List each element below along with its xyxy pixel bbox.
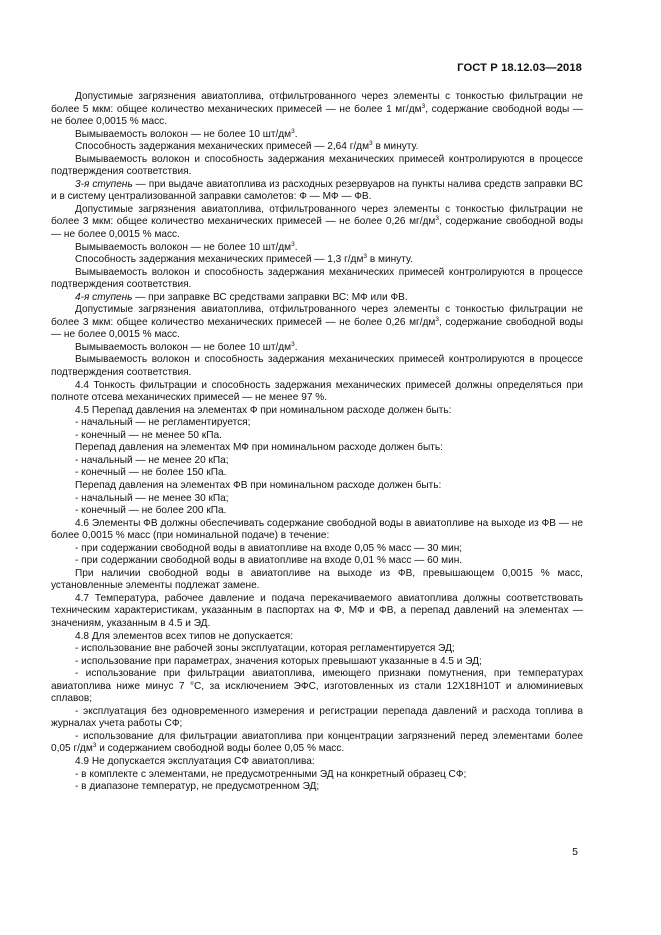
- paragraph: Вымываемость волокон — не более 10 $шт/дм^3$.: [75, 340, 298, 353]
- list-item: - начальный — не менее 20 кПа;: [75, 454, 229, 466]
- paragraph: 4.4 Тонкость фильтрации и способность задержания механических примесей должны определяться при полноте отсева механических примесей — не менее 97 %.: [51, 379, 583, 404]
- paragraph: 4.7 Температура, рабочее давление и подача перекачиваемого авиатоплива должны соответствовать техническим характеристикам, указанным в паспортах на Ф, МФ и ФВ, а перепад давлений на элементах — значениям, указанным в 4.5 и ЭД.: [51, 592, 583, 629]
- paragraph: 3-я ступень — при выдаче авиатоплива из расходных резервуаров на пункты налива средств заправки ВС и в систему централизованной заправки самолетов: Ф — МФ — ФВ.: [51, 178, 584, 203]
- paragraph: Допустимые загрязнения авиатоплива, отфильтрованного через элементы с тонкостью фильтрации не более 5 мкм: общее количество механических примесей — не более 1 $мг/дм^3$, содержание свободной воды — не более 0,0015 % масс.: [51, 91, 584, 128]
- list-item: - в диапазоне температур, не предусмотренном ЭД;: [75, 781, 320, 793]
- list-item: - конечный — не более 150 кПа.: [75, 467, 227, 479]
- paragraph: Перепад давления на элементах ФВ при номинальном расходе должен быть:: [75, 479, 442, 491]
- paragraph: Вымываемость волокон — не более 10 $шт/дм^3$.: [75, 127, 298, 140]
- list-item: - использование при фильтрации авиатоплива, имеющего признаки помутнения, при температурах авиатоплива ниже минус 7 °С, за исключением ЭФС, изготовленных из стали 12Х18Н10Т и алюминиевых сплавов;: [51, 668, 583, 705]
- paragraph: Допустимые загрязнения авиатоплива, отфильтрованного через элементы с тонкостью фильтрации не более 3 мкм: общее количество механических примесей — не более 0,26 $мг/дм^3$, содержание свободной воды — не более 0,0015 % масс.: [51, 203, 583, 241]
- list-item: - начальный — не менее 30 кПа;: [75, 492, 229, 504]
- paragraph: 4.9 Не допускается эксплуатация СФ авиатоплива:: [75, 755, 315, 767]
- paragraph: Способность задержания механических примесей — 2,64 $г/дм^3$ в минуту.: [75, 140, 419, 153]
- paragraph: 4-я ступень — при заправке ВС средствами заправки ВС: МФ или ФВ.: [75, 291, 408, 303]
- stage-label: 3-я ступень: [75, 178, 133, 190]
- list-item: - конечный — не более 200 кПа.: [75, 505, 227, 517]
- list-item: - использование при параметрах, значения которых превышают указанные в 4.5 и ЭД;: [75, 655, 482, 667]
- paragraph: Вымываемость волокон и способность задержания механических примесей контролируются в процессе подтверждения соответствия.: [51, 266, 583, 291]
- list-item: - начальный — не регламентируется;: [75, 417, 251, 429]
- paragraph: Вымываемость волокон — не более 10 $шт/дм^3$.: [75, 240, 298, 253]
- list-item: - в комплекте с элементами, не предусмотренными ЭД на конкретный образец СФ;: [75, 768, 467, 780]
- list-item: - конечный — не менее 50 кПа.: [75, 429, 222, 441]
- paragraph: Способность задержания механических примесей — 1,3 $г/дм^3$ в минуту.: [75, 253, 413, 266]
- list-item: - при содержании свободной воды в авиатопливе на входе 0,01 % масс — 60 мин.: [75, 555, 463, 567]
- document-code-header: ГОСТ Р 18.12.03—2018: [457, 62, 582, 74]
- paragraph: 4.8 Для элементов всех типов не допускается:: [75, 630, 294, 642]
- paragraph: 4.5 Перепад давления на элементах Ф при номинальном расходе должен быть:: [75, 404, 452, 416]
- list-item: - эксплуатация без одновременного измерения и регистрации перепада давлений и расхода топлива в журналах учета работы СФ;: [51, 705, 583, 730]
- list-item: - использование для фильтрации авиатоплива при концентрации загрязнений перед элементами более 0,05 $г/дм^3$ и содержанием свободной воды более 0,05 % масс.: [51, 730, 583, 755]
- paragraph: Перепад давления на элементах МФ при номинальном расходе должен быть:: [75, 442, 443, 454]
- document-body: [51, 91, 583, 794]
- page-number: 5: [572, 846, 578, 858]
- paragraph: Допустимые загрязнения авиатоплива, отфильтрованного через элементы с тонкостью фильтрации не более 3 мкм: общее количество механических примесей — не более 0,26 $мг/дм^3$, содержание свободной воды — не более 0,0015 % масс.: [51, 304, 583, 341]
- paragraph: Вымываемость волокон и способность задержания механических примесей контролируются в процессе подтверждения соответствия.: [51, 153, 583, 178]
- paragraph: При наличии свободной воды в авиатопливе на выходе из ФВ, превышающем 0,0015 % масс, установленные элементы подлежат замене.: [51, 567, 583, 592]
- list-item: - при содержании свободной воды в авиатопливе на входе 0,05 % масс — 30 мин;: [75, 542, 463, 554]
- stage-label: 4-я ступень: [75, 291, 133, 303]
- paragraph: Вымываемость волокон и способность задержания механических примесей контролируются в процессе подтверждения соответствия.: [51, 354, 583, 379]
- paragraph: 4.6 Элементы ФВ должны обеспечивать содержание свободной воды в авиатопливе на выходе из ФВ — не более 0,0015 % масс (при номинальной подаче) в течение:: [51, 517, 583, 542]
- list-item: - использование вне рабочей зоны эксплуатации, которая регламентируется ЭД;: [75, 643, 455, 655]
